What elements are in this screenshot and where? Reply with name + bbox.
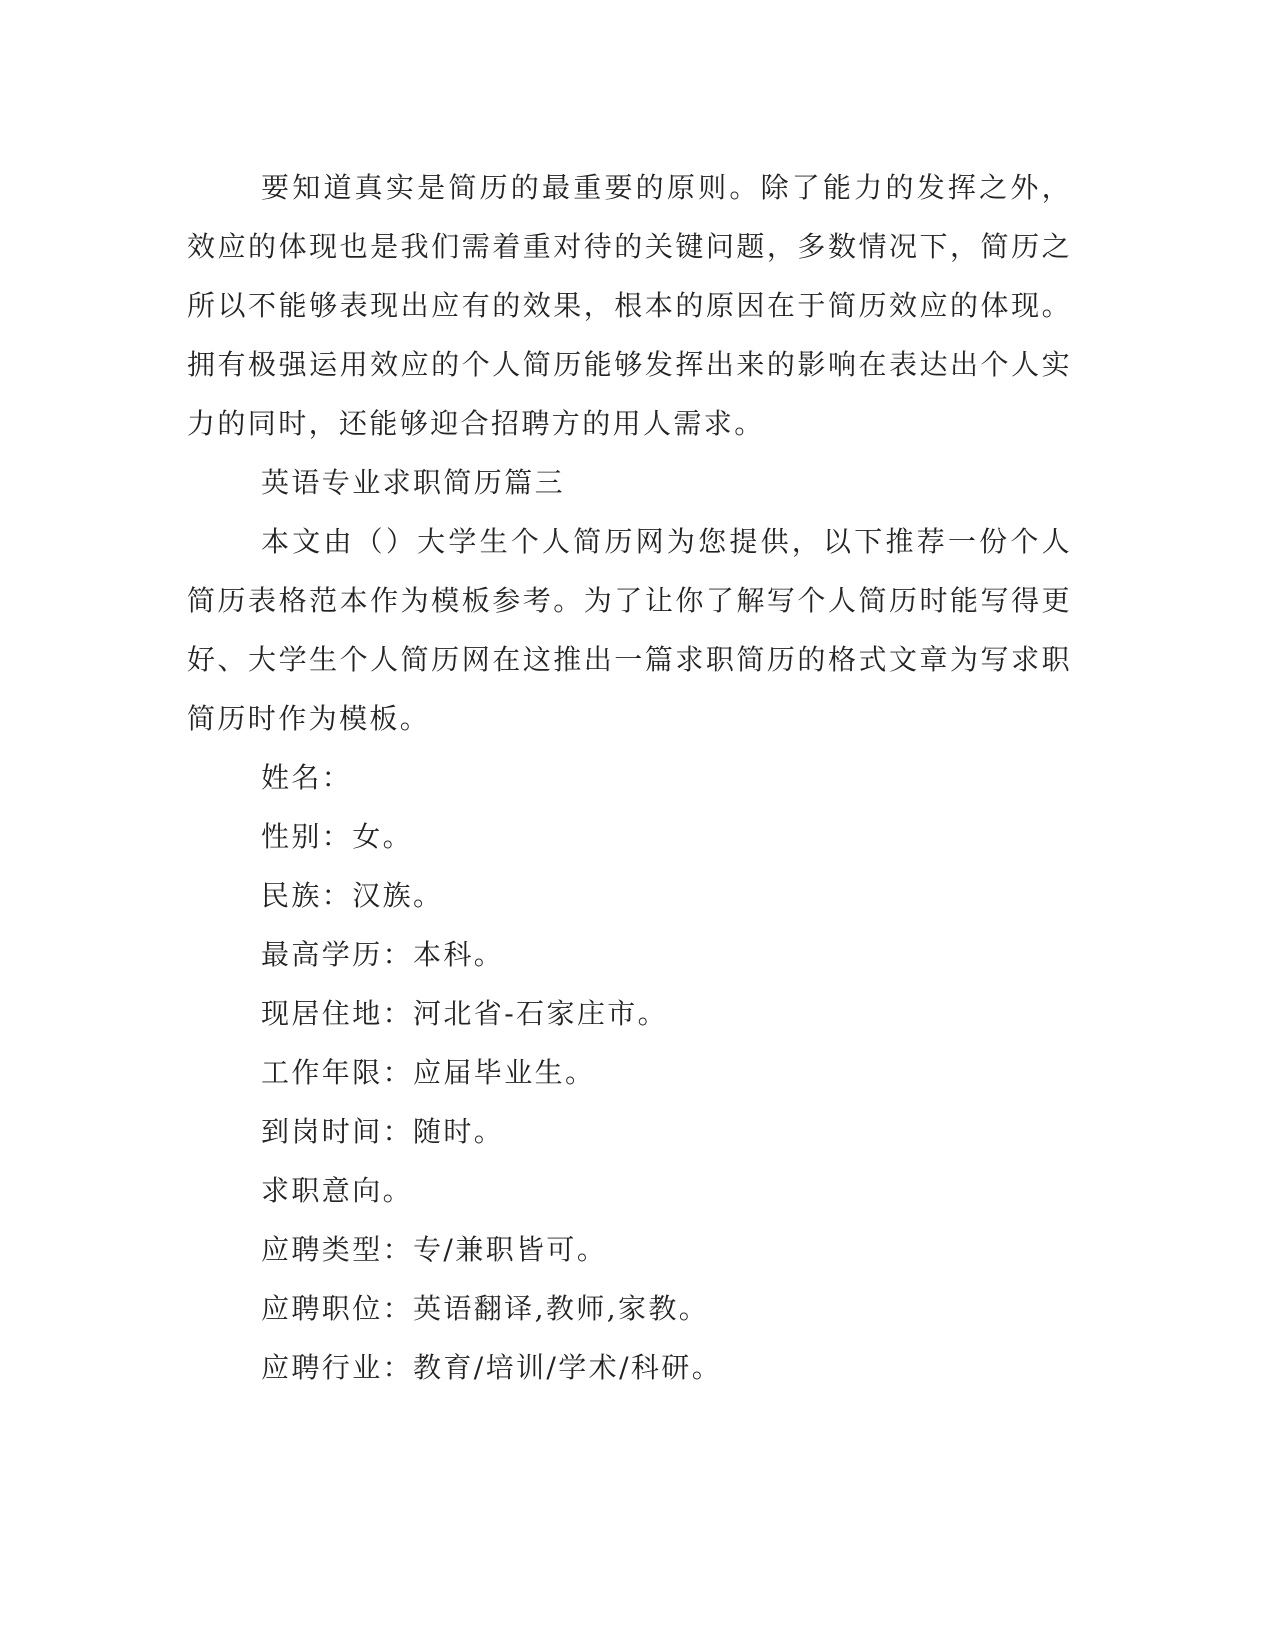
field-job-type: 应聘类型：专/兼职皆可。 (261, 1233, 608, 1266)
field-job-intention: 求职意向。 (261, 1174, 414, 1207)
field-industry: 应聘行业：教育/培训/学术/科研。 (261, 1351, 723, 1384)
field-position: 应聘职位：英语翻译,教师,家教。 (261, 1292, 710, 1325)
field-ethnicity: 民族：汉族。 (261, 879, 444, 912)
section-heading: 英语专业求职简历篇三 (261, 466, 566, 499)
field-name: 姓名： (261, 761, 353, 794)
field-start-time: 到岗时间：随时。 (261, 1115, 505, 1148)
paragraph-intro: 本文由（）大学生个人简历网为您提供，以下推荐一份个人简历表格范本作为模板参考。为了让你了解写个人简历时能写得更好、大学生个人简历网在这推出一篇求职简历的格式文章为写求职简历时作为模板。 (187, 525, 1072, 735)
document-body (187, 158, 1072, 1397)
field-residence: 现居住地：河北省-石家庄市。 (261, 997, 669, 1030)
field-gender: 性别：女。 (261, 820, 414, 853)
field-work-years: 工作年限：应届毕业生。 (261, 1056, 596, 1089)
paragraph-resume-principle: 要知道真实是简历的最重要的原则。除了能力的发挥之外，效应的体现也是我们需着重对待的关键问题，多数情况下，简历之所以不能够表现出应有的效果，根本的原因在于简历效应的体现。拥有极强运用效应的个人简历能够发挥出来的影响在表达出个人实力的同时，还能够迎合招聘方的用人需求。 (187, 171, 1072, 440)
field-education: 最高学历：本科。 (261, 938, 505, 971)
